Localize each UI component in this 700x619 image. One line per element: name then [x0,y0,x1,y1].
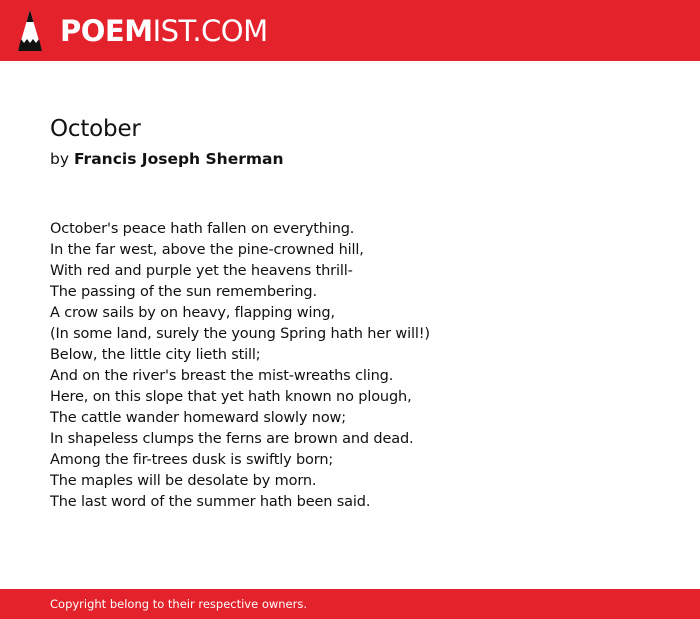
poem-line: With red and purple yet the heavens thrill- [50,263,353,279]
by-label: by [50,150,70,168]
site-logo-text [60,13,268,48]
logo-light-text: IST.COM [152,13,268,48]
poem-line: The passing of the sun remembering. [50,284,317,300]
poem-line: October's peace hath fallen on everything. [50,221,355,237]
poem-title: October [50,116,141,142]
author-name: Francis Joseph Sherman [73,150,284,168]
site-logo-link[interactable] [16,8,268,54]
poem-line: Below, the little city lieth still; [50,347,261,363]
site-header [0,0,700,61]
poem-line: The maples will be desolate by morn. [50,473,317,489]
poem-line: In shapeless clumps the ferns are brown and dead. [50,431,414,447]
copyright-text: Copyright belong to their respective owners. [50,597,308,611]
poem-line: (In some land, surely the young Spring hath her will!) [50,326,430,342]
logo-bold-text: POEM [60,13,153,48]
poem-line: A crow sails by on heavy, flapping wing, [50,305,335,321]
poem-byline [50,149,284,169]
site-footer [0,589,700,619]
poem-line: Among the fir-trees dusk is swiftly born; [50,452,334,468]
poem-line: Here, on this slope that yet hath known no plough, [50,389,412,405]
poem-line: The last word of the summer hath been said. [50,494,371,510]
pencil-tip-icon [16,9,44,53]
poem-body [50,219,650,513]
poem-line: The cattle wander homeward slowly now; [50,410,347,426]
poem-line: And on the river's breast the mist-wreaths cling. [50,368,394,384]
poem-line: In the far west, above the pine-crowned hill, [50,242,364,258]
